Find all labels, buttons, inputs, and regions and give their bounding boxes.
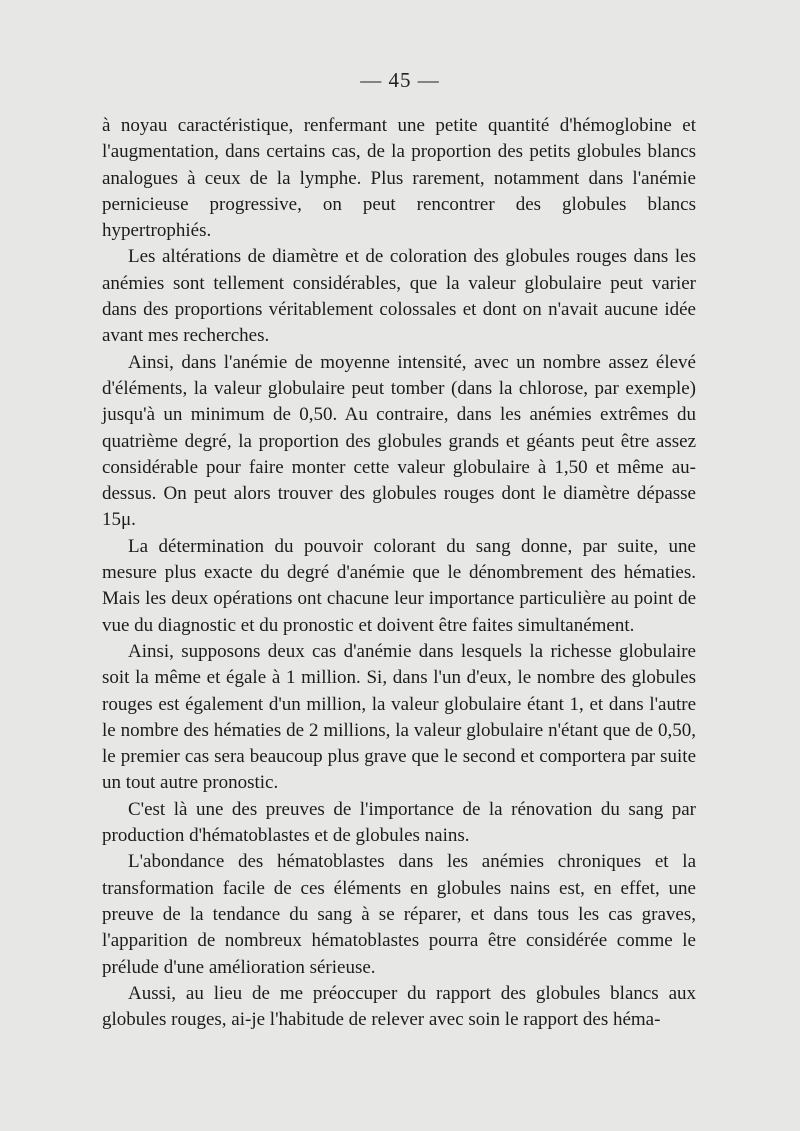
paragraph-8: Aussi, au lieu de me préoccuper du rapport des globules blancs aux globules rouges, ai-je l'habitude de relever avec soin le rapport des héma-	[102, 982, 696, 1031]
paragraph-1: à noyau caractéristique, renfermant une petite quantité d'hémoglobine et l'augmentation, dans certains cas, de la proportion des petits globules blancs analogues à ceux de la lymphe. Plus rarement, notamment dans l'anémie pernicieuse progressive, on peut rencontrer des globules blancs hypertrophiés.	[102, 115, 696, 242]
page-number: — 45 —	[360, 68, 440, 92]
paragraph-4: La détermination du pouvoir colorant du sang donne, par suite, une mesure plus exacte du degré d'anémie que le dénombrement des hématies. Mais les deux opérations ont chacune leur importance particulière au point de vue du diagnostic et du pronostic et doivent être faites simultanément.	[102, 535, 696, 636]
paragraph-5: Ainsi, supposons deux cas d'anémie dans lesquels la richesse globulaire soit la même et égale à 1 million. Si, dans l'un d'eux, le nombre des globules rouges est également d'un million, la valeur globulaire étant 1, et dans l'autre le nombre des hématies de 2 millions, la valeur globulaire n'étant que de 0,50, le premier cas sera beaucoup plus grave que le second et comportera par suite un tout autre pronostic.	[102, 640, 696, 794]
paragraph-6: C'est là une des preuves de l'importance de la rénovation du sang par production d'hématoblastes et de globules nains.	[102, 798, 696, 847]
paragraph-2: Les altérations de diamètre et de coloration des globules rouges dans les anémies sont tellement considérables, que la valeur globulaire peut varier dans des proportions véritablement colossales et dont on n'avait aucune idée avant mes recherches.	[102, 246, 696, 347]
paragraph-7: L'abondance des hématoblastes dans les anémies chroniques et la transformation facile de ces éléments en globules nains est, en effet, une preuve de la tendance du sang à se réparer, et dans tous les cas graves, l'apparition de nombreux hématoblastes pourra être considérée comme le prélude d'une amélioration sérieuse.	[102, 851, 696, 978]
paragraph-3: Ainsi, dans l'anémie de moyenne intensité, avec un nombre assez élevé d'éléments, la valeur globulaire peut tomber (dans la chlorose, par exemple) jusqu'à un minimum de 0,50. Au contraire, dans les anémies extrêmes du quatrième degré, la proportion des globules grands et géants peut être assez considérable pour faire monter cette valeur globulaire à 1,50 et même au-dessus. On peut alors trouver des globules rouges dont le diamètre dépasse 15μ.	[102, 351, 696, 531]
text-body	[102, 113, 696, 1033]
